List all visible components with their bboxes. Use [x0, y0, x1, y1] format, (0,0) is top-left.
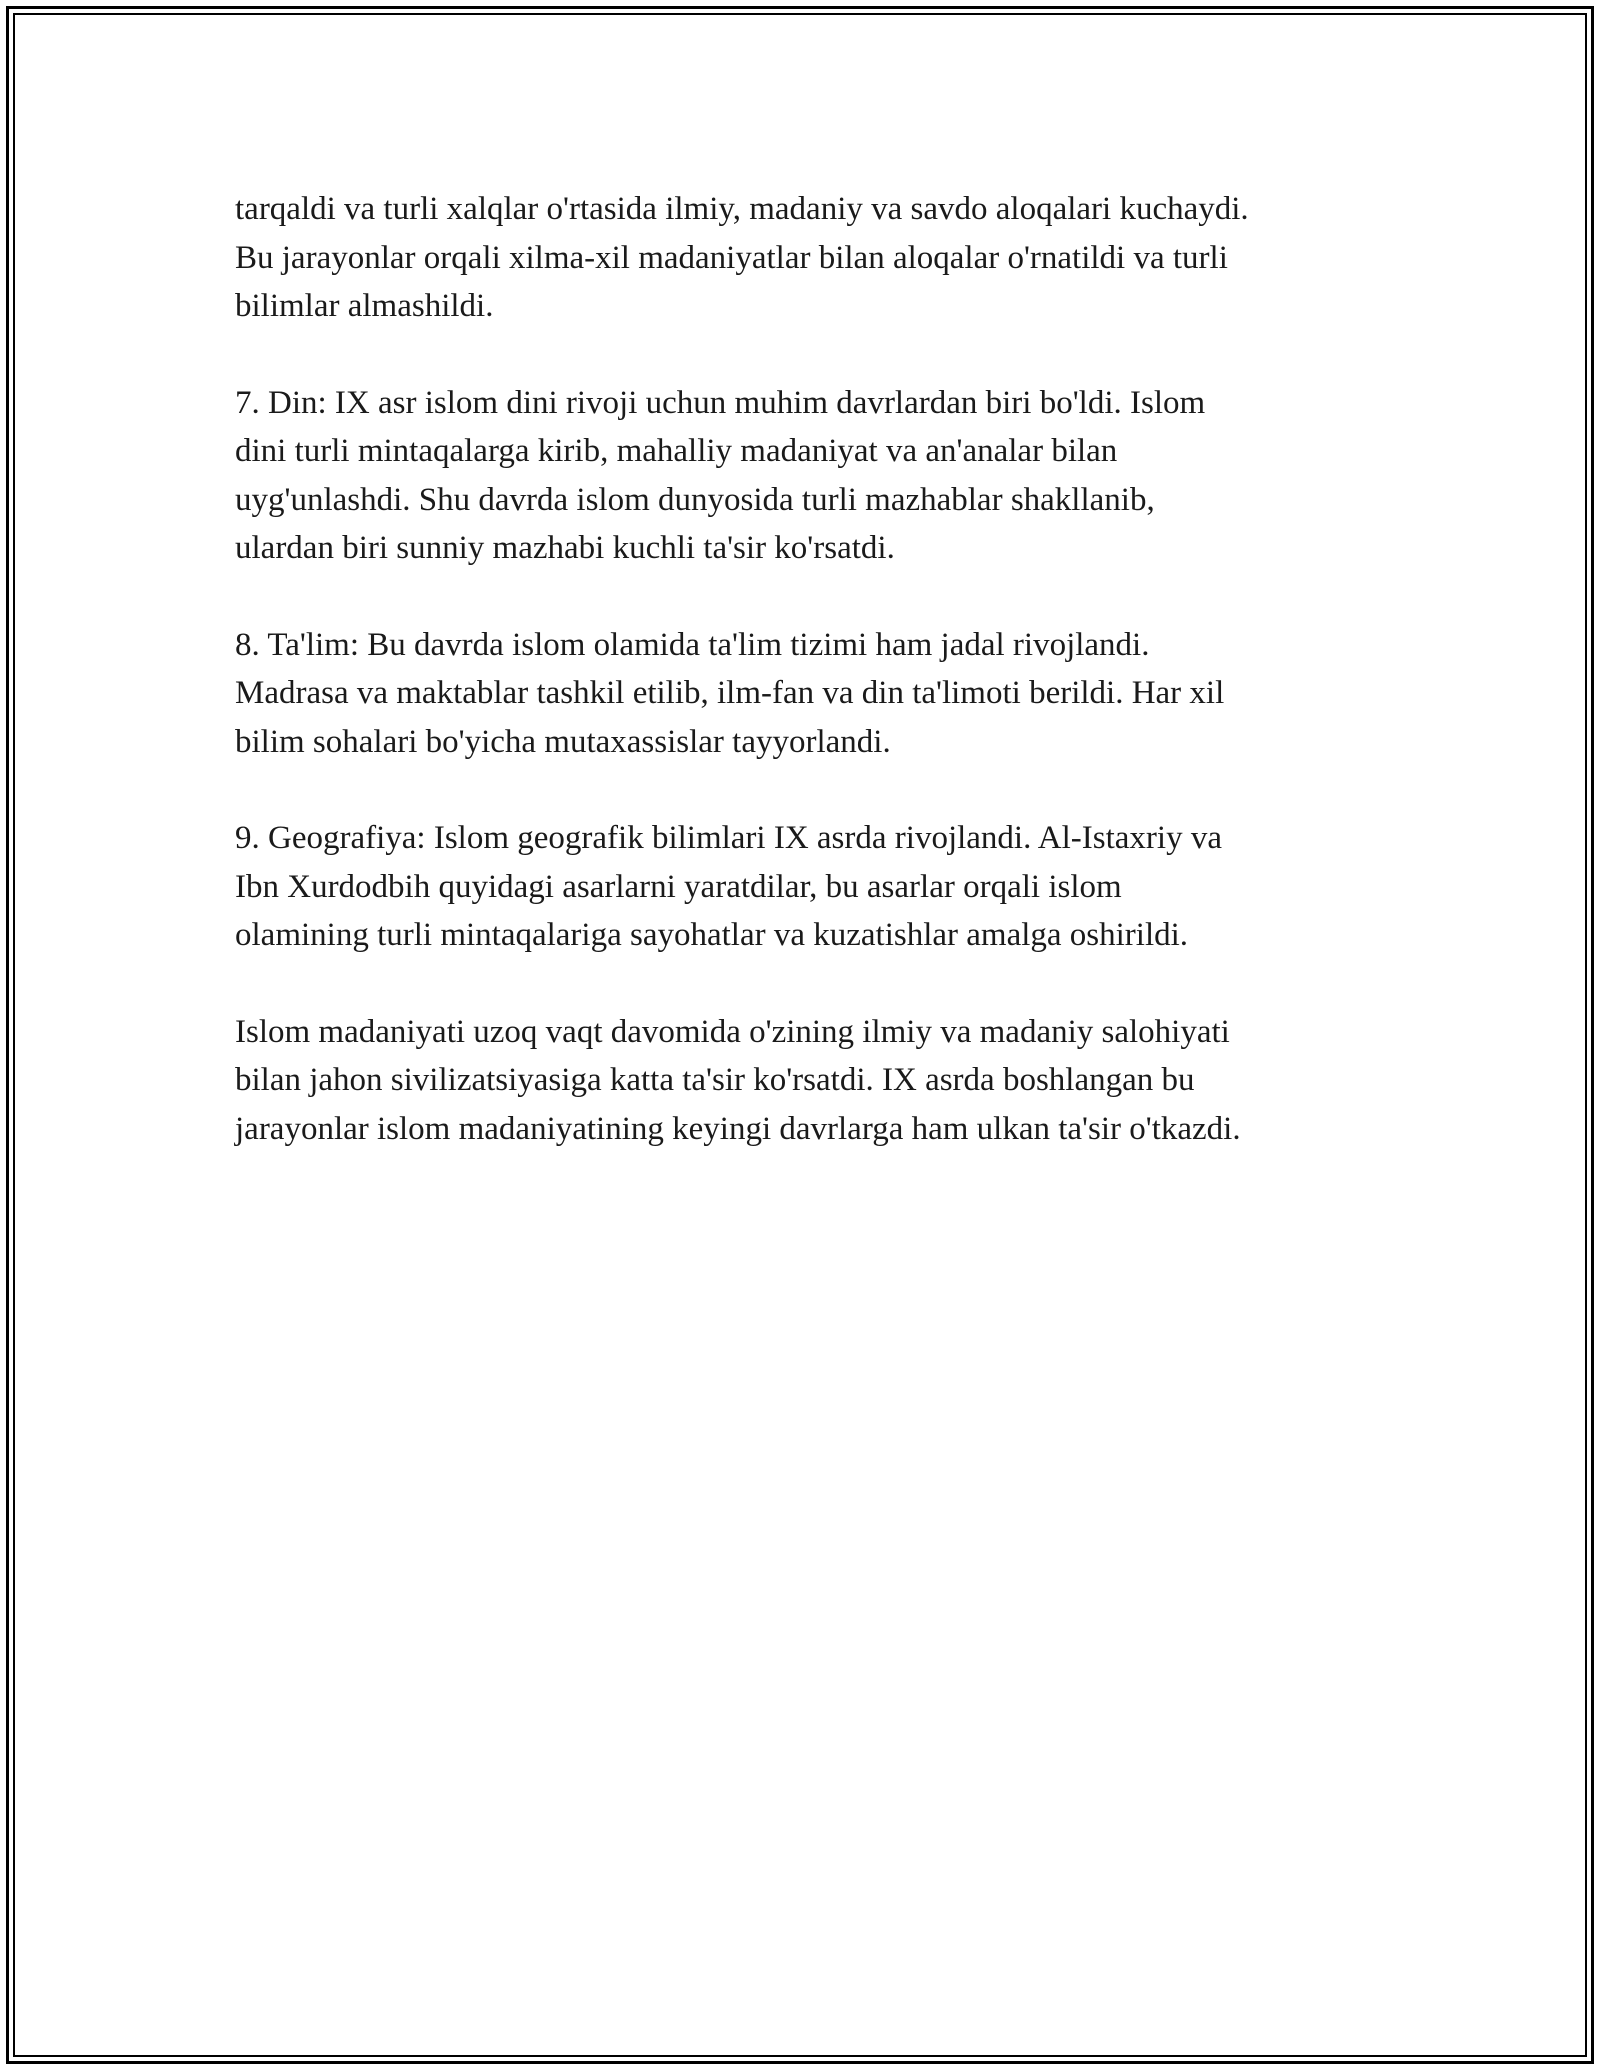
- text-line: bilimlar almashildi.: [235, 288, 494, 324]
- text-line: dini turli mintaqalarga kirib, mahalliy madaniyat va an'analar bilan: [235, 433, 1118, 469]
- paragraph-talim: [235, 621, 1385, 767]
- text-line: tarqaldi va turli xalqlar o'rtasida ilmiy, madaniy va savdo aloqalari kuchaydi.: [235, 191, 1249, 227]
- text-line: Islom madaniyati uzoq vaqt davomida o'zining ilmiy va madaniy salohiyati: [235, 1013, 1230, 1050]
- text-line: jarayonlar islom madaniyatining keyingi davrlarga ham ulkan ta'sir o'tkazdi.: [235, 1110, 1241, 1147]
- text-line: Ibn Xurdodbih quyidagi asarlarni yaratdilar, bu asarlar orqali islom: [235, 868, 1122, 905]
- paragraph-continuation: [235, 185, 1385, 331]
- text-line: 9. Geografiya: Islom geografik bilimlari IX asrda rivojlandi. Al-Istaxriy va: [235, 820, 1222, 856]
- paragraph-geografiya: [235, 814, 1385, 960]
- document-body: [235, 185, 1385, 1201]
- paragraph-din: [235, 379, 1385, 573]
- text-line: bilim sohalari bo'yicha mutaxassislar tayyorlandi.: [235, 723, 891, 760]
- text-line: bilan jahon sivilizatsiyasiga katta ta'sir ko'rsatdi. IX asrda boshlangan bu: [235, 1062, 1195, 1098]
- text-line: Madrasa va maktablar tashkil etilib, ilm-fan va din ta'limoti berildi. Har xil: [235, 675, 1225, 711]
- paragraph-conclusion: [235, 1008, 1385, 1154]
- text-line: uyg'unlashdi. Shu davrda islom dunyosida turli mazhablar shakllanib,: [235, 481, 1155, 518]
- text-line: ulardan biri sunniy mazhabi kuchli ta'sir ko'rsatdi.: [235, 530, 895, 566]
- text-line: Bu jarayonlar orqali xilma-xil madaniyatlar bilan aloqalar o'rnatildi va turli: [235, 239, 1228, 276]
- text-line: 8. Ta'lim: Bu davrda islom olamida ta'lim tizimi ham jadal rivojlandi.: [235, 626, 1150, 663]
- text-line: olamining turli mintaqalariga sayohatlar va kuzatishlar amalga oshirildi.: [235, 917, 1189, 953]
- text-line: 7. Din: IX asr islom dini rivoji uchun muhim davrlardan biri bo'ldi. Islom: [235, 384, 1206, 421]
